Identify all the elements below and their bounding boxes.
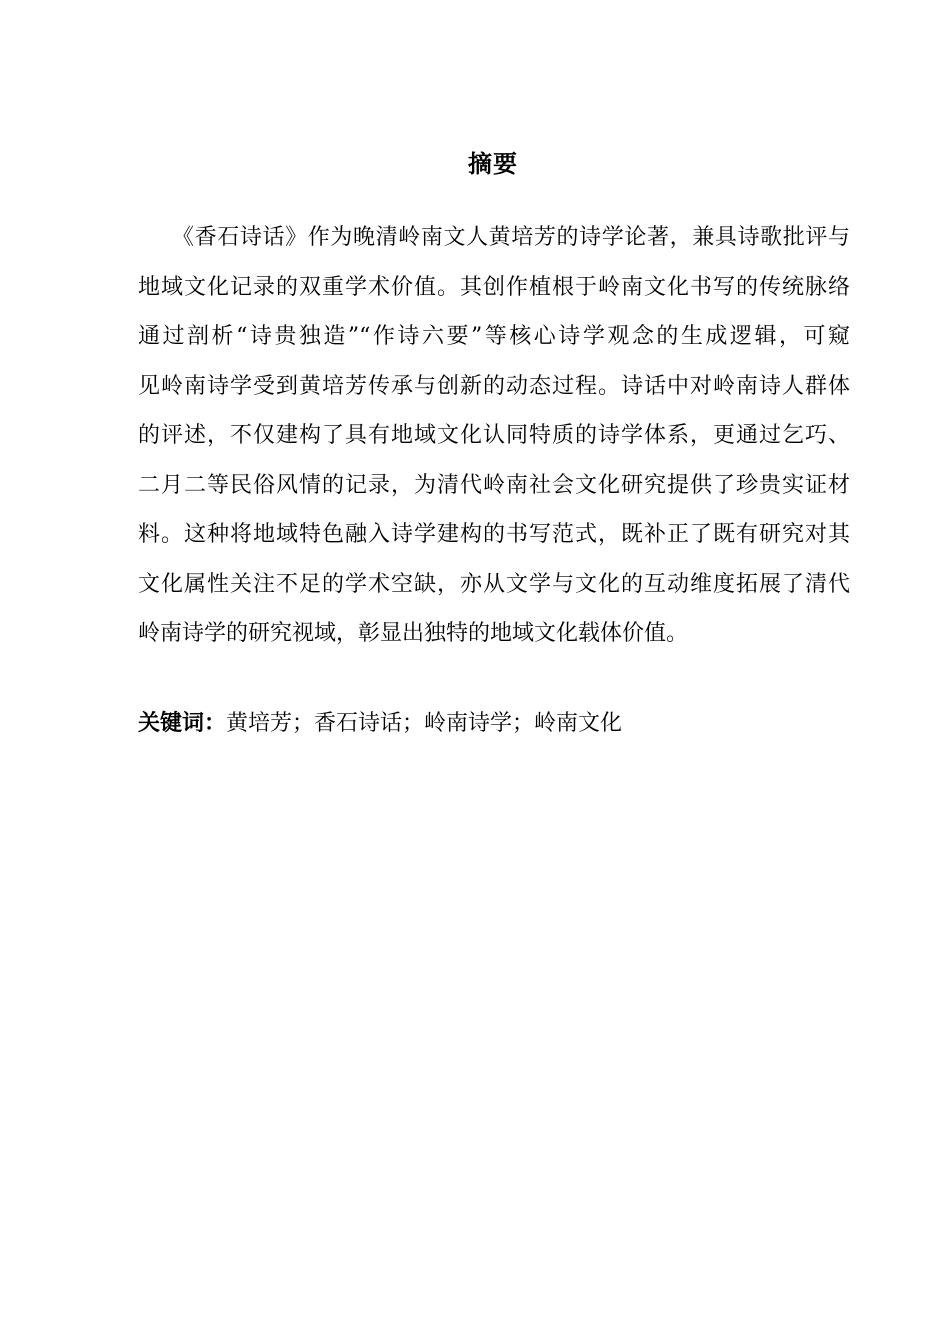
keywords-row: [138, 706, 850, 742]
abstract-line: 见岭南诗学受到黄培芳传承与创新的动态过程。诗话中对岭南诗人群体: [138, 373, 850, 399]
abstract-line: 岭南诗学的研究视域，彰显出独特的地域文化载体价值。: [138, 621, 689, 646]
abstract-line: 地域文化记录的双重学术价值。其创作植根于岭南文化书写的传统脉络: [138, 274, 850, 300]
abstract-line: 的评述，不仅建构了具有地域文化认同特质的诗学体系，更通过乞巧、: [138, 423, 850, 448]
abstract-line: 《香石诗话》作为晚清岭南文人黄培芳的诗学论著，兼具诗歌批评与: [172, 225, 850, 250]
abstract-line: 二月二等民俗风情的记录，为清代岭南社会文化研究提供了珍贵实证材: [138, 472, 850, 498]
keywords-label: 关键词：: [138, 711, 227, 736]
abstract-line: 文化属性关注不足的学术空缺，亦从文学与文化的互动维度拓展了清代: [138, 571, 850, 597]
abstract-title: 摘要: [468, 150, 518, 178]
abstract-line: 通过剖析“诗贵独造”“作诗六要”等核心诗学观念的生成逻辑，可窥: [138, 324, 850, 349]
abstract-body: [138, 220, 850, 666]
abstract-line: 料。这种将地域特色融入诗学建构的书写范式，既补正了既有研究对其: [138, 522, 850, 547]
keywords-value: 黄培芳；香石诗话；岭南诗学；岭南文化: [226, 711, 623, 736]
